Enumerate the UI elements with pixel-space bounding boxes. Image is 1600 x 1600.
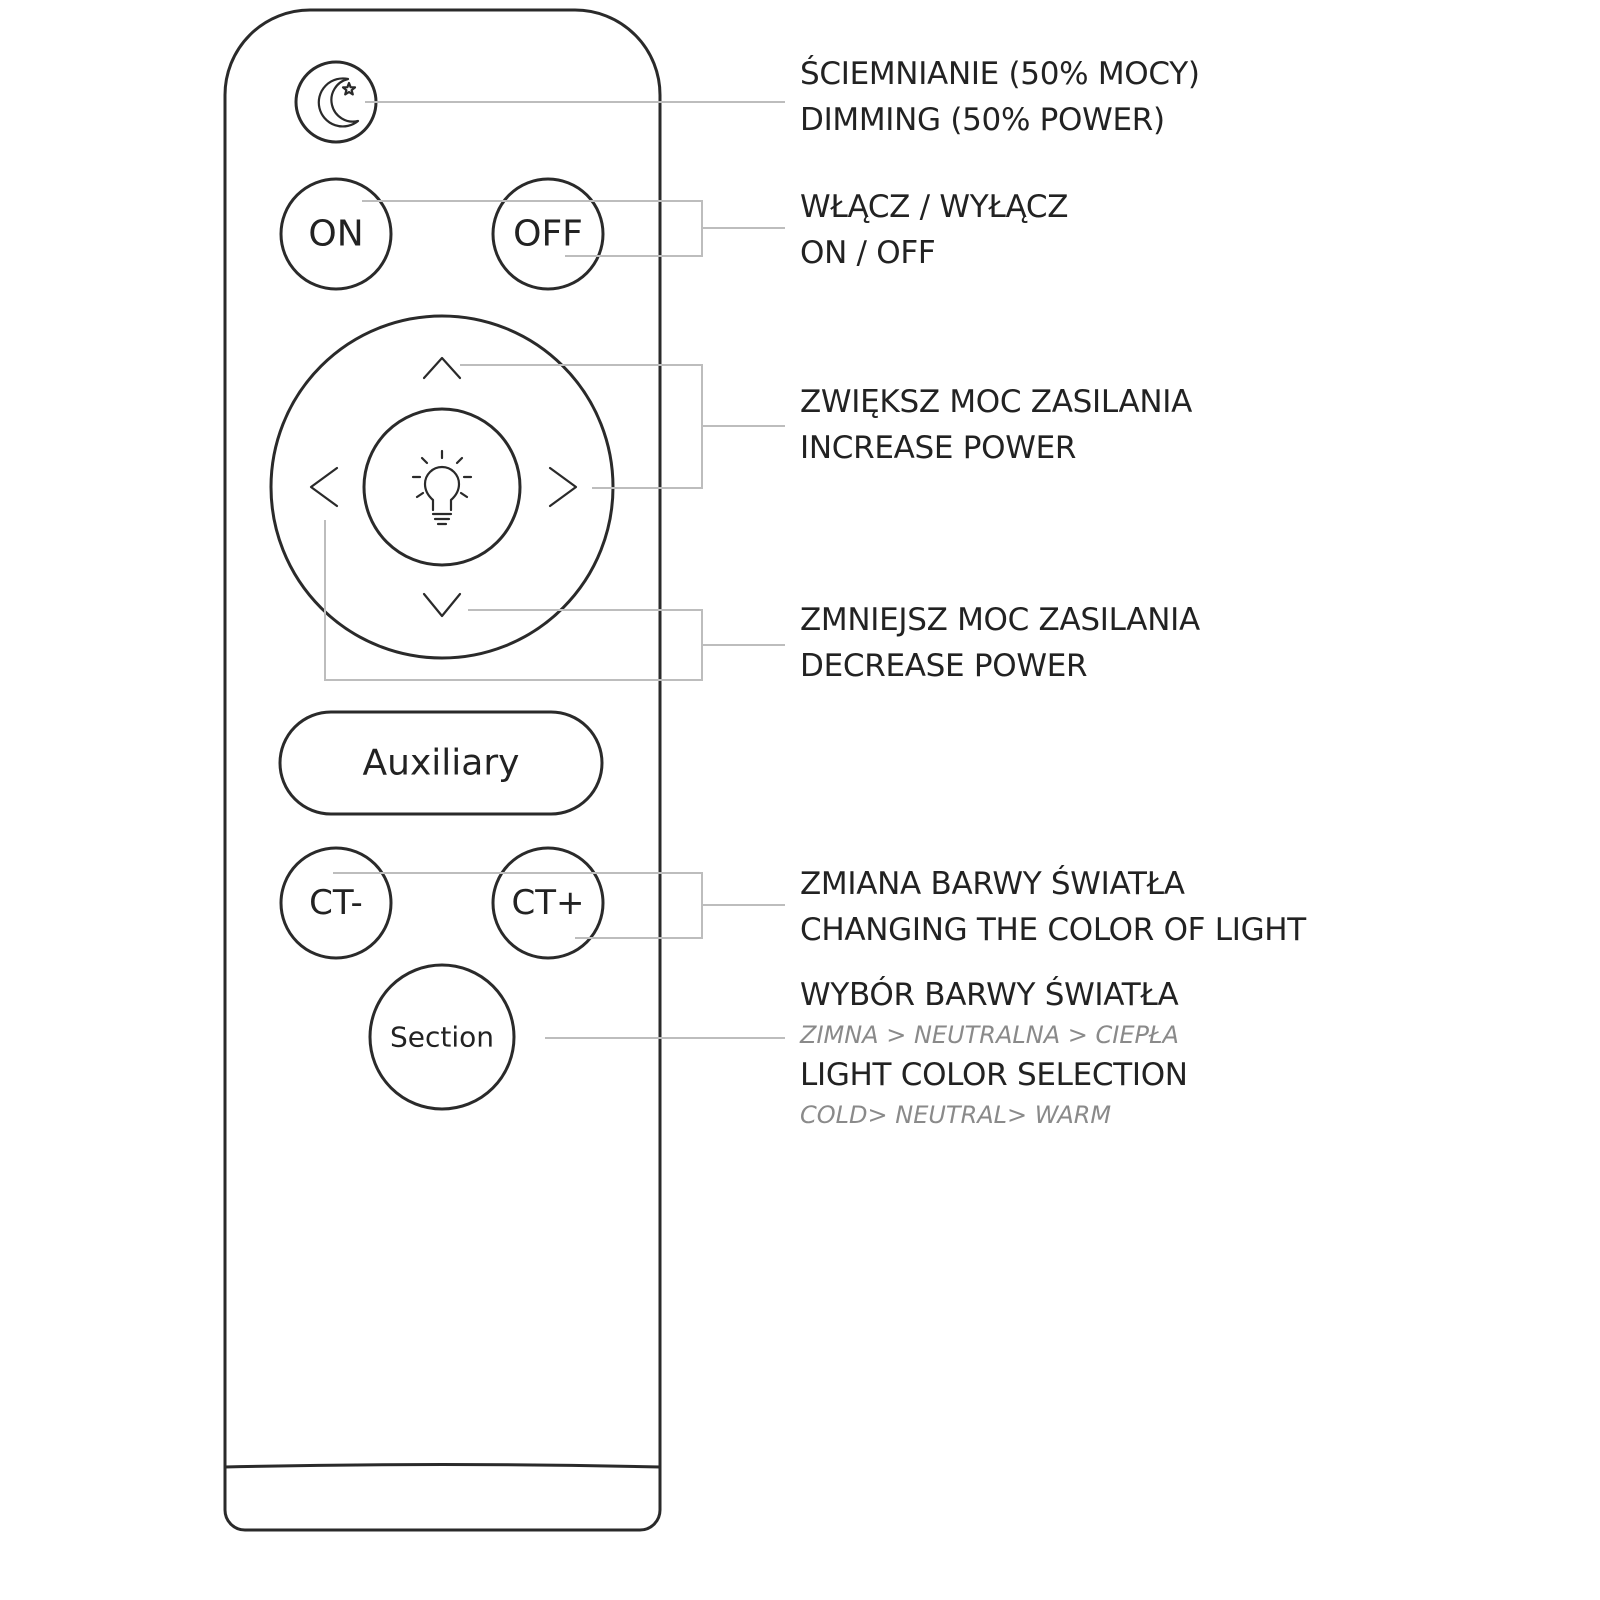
auxiliary-button[interactable] <box>280 712 602 814</box>
off-button[interactable] <box>493 179 603 289</box>
label-increase-pl: ZWIĘKSZ MOC ZASILANIA <box>800 384 1193 420</box>
label-dimming <box>800 51 1200 143</box>
section-button-label: Section <box>389 1020 495 1054</box>
label-color-change <box>800 861 1306 953</box>
label-decrease-pl: ZMNIEJSZ MOC ZASILANIA <box>800 602 1200 638</box>
chevron-up-icon[interactable] <box>424 358 460 378</box>
ct-plus-button[interactable] <box>493 848 603 958</box>
leader-increase <box>460 365 702 488</box>
label-power <box>800 184 1068 276</box>
label-color-select-pl: WYBÓR BARWY ŚWIATŁA <box>800 977 1179 1013</box>
label-power-pl: WŁĄCZ / WYŁĄCZ <box>800 189 1069 225</box>
dimming-button[interactable] <box>296 62 376 142</box>
light-bulb-icon <box>413 451 471 524</box>
label-color-select-pl-sub: ZIMNA > NEUTRALNA > CIEPŁA <box>800 1021 1179 1049</box>
label-increase-en: INCREASE POWER <box>800 430 1077 466</box>
ct-minus-button[interactable] <box>281 848 391 958</box>
ct-plus-button-label: CT+ <box>511 883 585 923</box>
label-color-select-en-sub: COLD> NEUTRAL> WARM <box>800 1101 1112 1129</box>
section-button[interactable] <box>370 965 514 1109</box>
label-color-select <box>800 972 1188 1132</box>
label-decrease <box>800 597 1200 689</box>
label-increase <box>800 379 1192 471</box>
label-dimming-pl: ŚCIEMNIANIE (50% MOCY) <box>800 56 1200 92</box>
ct-minus-button-label: CT- <box>309 883 363 923</box>
leader-decrease <box>325 520 702 680</box>
on-button-label: ON <box>308 213 364 255</box>
direction-pad-ring <box>271 316 613 658</box>
label-color-change-en: CHANGING THE COLOR OF LIGHT <box>800 912 1306 948</box>
label-power-en: ON / OFF <box>800 235 936 271</box>
label-decrease-en: DECREASE POWER <box>800 648 1088 684</box>
label-dimming-en: DIMMING (50% POWER) <box>800 102 1165 138</box>
label-color-change-pl: ZMIANA BARWY ŚWIATŁA <box>800 866 1185 902</box>
chevron-down-icon[interactable] <box>424 594 460 616</box>
chevron-right-icon[interactable] <box>550 468 576 506</box>
light-center-button[interactable] <box>364 409 520 565</box>
moon-star-icon <box>319 78 358 126</box>
remote-bottom-divider <box>225 1465 660 1468</box>
label-color-select-en: LIGHT COLOR SELECTION <box>800 1057 1188 1093</box>
auxiliary-button-label: Auxiliary <box>362 742 520 784</box>
on-button[interactable] <box>281 179 391 289</box>
off-button-label: OFF <box>513 213 583 255</box>
chevron-left-icon[interactable] <box>311 468 337 506</box>
